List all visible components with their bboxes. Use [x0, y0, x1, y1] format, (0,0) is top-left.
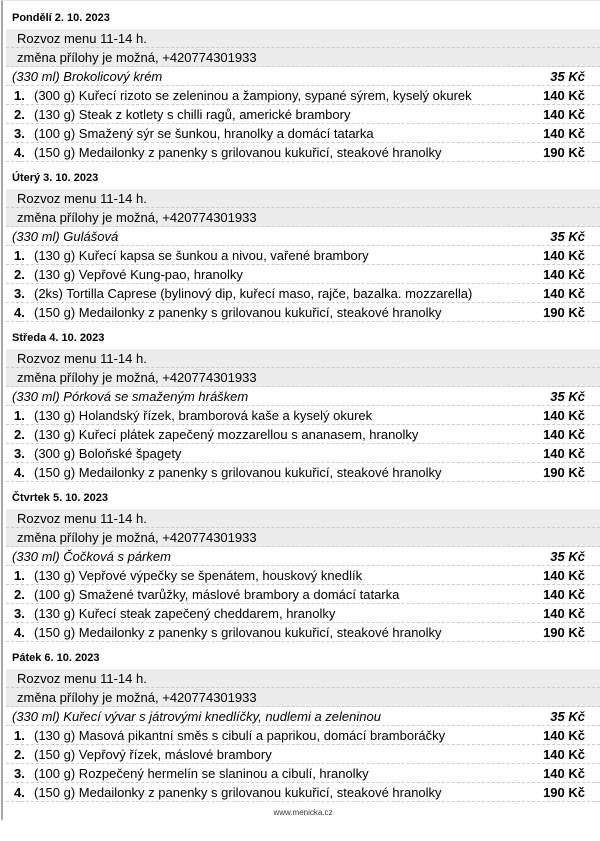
- item-number: 4.: [14, 304, 25, 320]
- note-row: [6, 528, 600, 547]
- item-label: (150 g) Medailonky z panenky s grilovanou kukuřicí, steakové hranolky: [34, 144, 442, 160]
- item-price: 140 Kč: [543, 125, 585, 141]
- item-label: (130 g) Vepřové Kung-pao, hranolky: [34, 266, 243, 282]
- item-label: (300 g) Kuřecí rizoto se zeleninou a žampiony, sypané sýrem, kyselý okurek: [34, 87, 472, 103]
- item-label: (130 g) Masová pikantní směs s cibulí a paprikou, domácí bramboráčky: [34, 727, 446, 743]
- menu-item-row: [6, 406, 600, 425]
- footer: [6, 802, 600, 818]
- item-price: 140 Kč: [543, 445, 585, 461]
- note-row: [6, 688, 600, 707]
- delivery-info-row: [6, 509, 600, 528]
- item-price: 140 Kč: [543, 426, 585, 442]
- soup-row: [6, 67, 600, 86]
- item-label: (2ks) Tortilla Caprese (bylinový dip, kuřecí maso, rajče, bazalka. mozzarella): [34, 285, 473, 301]
- soup-label: (330 ml) Pórková se smaženým hráškem: [12, 388, 249, 404]
- note-text: změna přílohy je možná, +420774301933: [17, 529, 257, 545]
- item-label: (100 g) Smažené tvarůžky, máslové brambory a domácí tatarka: [34, 586, 400, 602]
- menu-item-row: [6, 585, 600, 604]
- item-price: 140 Kč: [543, 87, 585, 103]
- note-row: [6, 368, 600, 387]
- day-block-tuesday: [6, 162, 600, 322]
- item-label: (130 g) Kuřecí steak zapečený cheddarem, hranolky: [34, 605, 336, 621]
- delivery-info-row: [6, 349, 600, 368]
- item-price: 140 Kč: [543, 106, 585, 122]
- item-number: 2.: [14, 746, 25, 762]
- item-number: 4.: [14, 144, 25, 160]
- soup-label: (330 ml) Gulášová: [12, 228, 119, 244]
- item-number: 3.: [14, 605, 25, 621]
- menicka-link[interactable]: www.menicka.cz: [273, 808, 333, 817]
- item-price: 140 Kč: [543, 567, 585, 583]
- item-number: 4.: [14, 464, 25, 480]
- item-number: 4.: [14, 784, 25, 800]
- item-number: 3.: [14, 125, 25, 141]
- menu-item-row: [6, 143, 600, 162]
- menu-item-row: [6, 604, 600, 623]
- note-text: změna přílohy je možná, +420774301933: [17, 49, 257, 65]
- item-number: 4.: [14, 624, 25, 640]
- item-price: 140 Kč: [543, 407, 585, 423]
- item-price: 140 Kč: [543, 586, 585, 602]
- day-header: Čtvrtek 5. 10. 2023: [12, 492, 109, 504]
- item-number: 1.: [14, 87, 25, 103]
- menu-item-row: [6, 726, 600, 745]
- delivery-info-row: [6, 189, 600, 208]
- item-number: 2.: [14, 426, 25, 442]
- item-label: (130 g) Vepřové výpečky se špenátem, houskový knedlík: [34, 567, 363, 583]
- item-number: 1.: [14, 727, 25, 743]
- delivery-info-text: Rozvoz menu 11-14 h.: [17, 670, 147, 686]
- note-text: změna přílohy je možná, +420774301933: [17, 209, 257, 225]
- delivery-info-text: Rozvoz menu 11-14 h.: [17, 190, 147, 206]
- item-label: (100 g) Rozpečený hermelín se slaninou a cibulí, hranolky: [34, 765, 369, 781]
- item-number: 2.: [14, 266, 25, 282]
- item-price: 190 Kč: [543, 784, 585, 800]
- note-row: [6, 48, 600, 67]
- soup-label: (330 ml) Brokolicový krém: [12, 68, 163, 84]
- item-label: (150 g) Vepřový řízek, máslové brambory: [34, 746, 272, 762]
- note-text: změna přílohy je možná, +420774301933: [17, 369, 257, 385]
- item-label: (300 g) Boloňské špagety: [34, 445, 182, 461]
- soup-row: [6, 547, 600, 566]
- menu-item-row: [6, 246, 600, 265]
- item-price: 190 Kč: [543, 304, 585, 320]
- menu-item-row: [6, 105, 600, 124]
- item-label: (150 g) Medailonky z panenky s grilovanou kukuřicí, steakové hranolky: [34, 784, 442, 800]
- soup-row: [6, 387, 600, 406]
- item-label: (100 g) Smažený sýr se šunkou, hranolky a domácí tatarka: [34, 125, 374, 141]
- item-number: 3.: [14, 765, 25, 781]
- menu-item-row: [6, 783, 600, 802]
- soup-price: 35 Kč: [550, 228, 585, 244]
- menu-item-row: [6, 566, 600, 585]
- delivery-info-row: [6, 29, 600, 48]
- item-number: 1.: [14, 407, 25, 423]
- soup-label: (330 ml) Čočková s párkem: [12, 548, 171, 564]
- delivery-info-row: [6, 669, 600, 688]
- menu-item-row: [6, 463, 600, 482]
- item-label: (150 g) Medailonky z panenky s grilovanou kukuřicí, steakové hranolky: [34, 624, 442, 640]
- item-price: 190 Kč: [543, 624, 585, 640]
- item-label: (130 g) Kuřecí plátek zapečený mozzarellou s ananasem, hranolky: [34, 426, 419, 442]
- item-label: (130 g) Steak z kotlety s chilli ragů, americké brambory: [34, 106, 351, 122]
- menu-item-row: [6, 444, 600, 463]
- item-price: 140 Kč: [543, 285, 585, 301]
- item-price: 140 Kč: [543, 605, 585, 621]
- item-number: 1.: [14, 567, 25, 583]
- item-label: (130 g) Kuřecí kapsa se šunkou a nivou, vařené brambory: [34, 247, 369, 263]
- day-block-friday: [6, 642, 600, 802]
- soup-label: (330 ml) Kuřecí vývar s játrovými knedlíčky, nudlemi a zeleninou: [12, 708, 381, 724]
- soup-price: 35 Kč: [550, 548, 585, 564]
- menu-item-row: [6, 86, 600, 105]
- soup-row: [6, 227, 600, 246]
- item-price: 140 Kč: [543, 247, 585, 263]
- note-row: [6, 208, 600, 227]
- soup-price: 35 Kč: [550, 388, 585, 404]
- item-label: (150 g) Medailonky z panenky s grilovanou kukuřicí, steakové hranolky: [34, 464, 442, 480]
- menu-item-row: [6, 745, 600, 764]
- menu-item-row: [6, 124, 600, 143]
- menu-item-row: [6, 764, 600, 783]
- delivery-info-text: Rozvoz menu 11-14 h.: [17, 510, 147, 526]
- item-price: 140 Kč: [543, 727, 585, 743]
- item-number: 1.: [14, 247, 25, 263]
- item-number: 3.: [14, 445, 25, 461]
- soup-price: 35 Kč: [550, 68, 585, 84]
- menu-item-row: [6, 284, 600, 303]
- day-block-monday: [6, 2, 600, 162]
- item-number: 2.: [14, 106, 25, 122]
- item-price: 140 Kč: [543, 746, 585, 762]
- soup-price: 35 Kč: [550, 708, 585, 724]
- delivery-info-text: Rozvoz menu 11-14 h.: [17, 30, 147, 46]
- day-header: Středa 4. 10. 2023: [12, 332, 105, 344]
- menu-item-row: [6, 425, 600, 444]
- delivery-info-text: Rozvoz menu 11-14 h.: [17, 350, 147, 366]
- menu-item-row: [6, 265, 600, 284]
- menu-item-row: [6, 623, 600, 642]
- day-header: Pondělí 2. 10. 2023: [12, 12, 110, 24]
- soup-row: [6, 707, 600, 726]
- item-label: (150 g) Medailonky z panenky s grilovanou kukuřicí, steakové hranolky: [34, 304, 442, 320]
- day-block-wednesday: [6, 322, 600, 482]
- item-price: 140 Kč: [543, 765, 585, 781]
- item-price: 190 Kč: [543, 464, 585, 480]
- item-price: 140 Kč: [543, 266, 585, 282]
- item-number: 2.: [14, 586, 25, 602]
- menu-frame: [1, 0, 600, 820]
- item-price: 190 Kč: [543, 144, 585, 160]
- menu-item-row: [6, 303, 600, 322]
- day-block-thursday: [6, 482, 600, 642]
- day-header: Pátek 6. 10. 2023: [12, 652, 100, 664]
- day-header: Úterý 3. 10. 2023: [12, 172, 99, 184]
- item-number: 3.: [14, 285, 25, 301]
- item-label: (130 g) Holandský řízek, bramborová kaše a kyselý okurek: [34, 407, 373, 423]
- note-text: změna přílohy je možná, +420774301933: [17, 689, 257, 705]
